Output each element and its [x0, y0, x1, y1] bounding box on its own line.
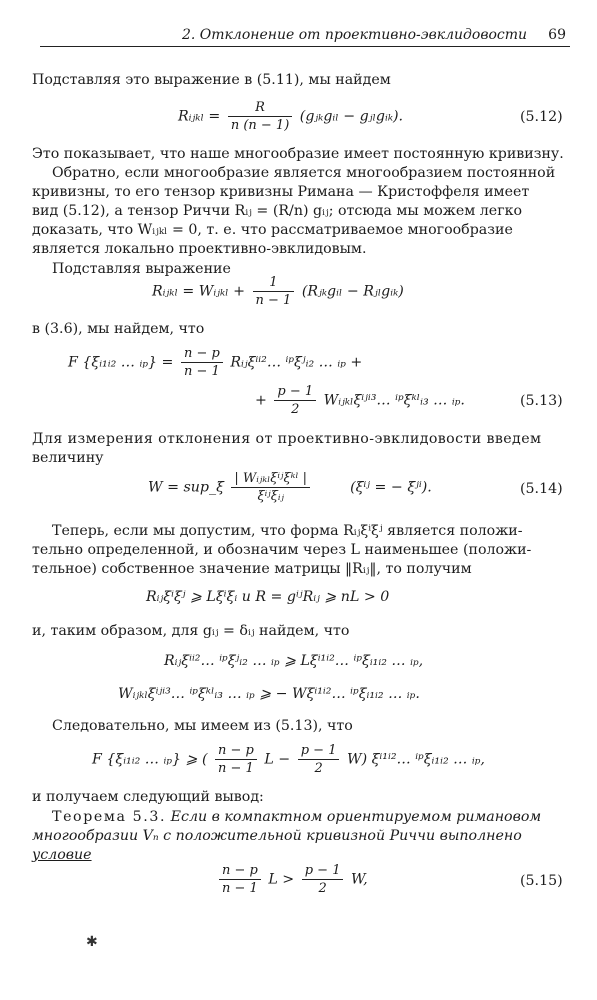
- frac-den: n − 1: [222, 881, 258, 896]
- paragraph-line: и получаем следующий вывод:: [32, 789, 264, 805]
- eq-lhs: Rᵢⱼₖₗ = Wᵢⱼₖₗ +: [152, 283, 246, 300]
- frac-den: 2: [318, 881, 327, 896]
- equation-number: (5.15): [520, 873, 563, 889]
- eq-rhs: W,: [350, 871, 368, 888]
- eq-rhs: (ξⁱʲ = − ξʲⁱ).: [350, 479, 432, 496]
- paragraph-line: Теперь, если мы допустим, что форма Rᵢⱼξⁱξʲ является положи-: [52, 523, 523, 539]
- frac-den: n − 1: [218, 761, 254, 776]
- page-number: 69: [548, 27, 566, 43]
- frac-den: n (n − 1): [230, 118, 290, 133]
- frac-den: 2: [291, 402, 300, 417]
- equation-5-14: [148, 470, 432, 505]
- frac-num: n − p: [181, 345, 223, 363]
- eq-fraction: [219, 862, 261, 897]
- frac-den: n − 1: [183, 364, 220, 379]
- frac-num: n − p: [219, 862, 261, 880]
- paragraph-line: и, таким образом, для gᵢⱼ = δᵢⱼ найдем, что: [32, 623, 350, 639]
- frac-num: p − 1: [274, 383, 316, 401]
- equation-weyl-bound: Wᵢⱼₖₗξⁱʲⁱ³… ⁱᵖξᵏˡᵢ₃ … ᵢₚ ⩾ − Wξⁱ¹ⁱ²… ⁱᵖξᵢ₁ᵢ₂ … ᵢₚ.: [118, 686, 420, 702]
- eq-fraction: [298, 742, 340, 777]
- equation-5-13-line1: [68, 345, 362, 380]
- paragraph-line: Обратно, если многообразие является многообразием постоянной: [52, 165, 556, 181]
- paragraph-line: Для измерения отклонения от проективно-эвклидовости введем: [32, 431, 542, 447]
- equation-ricci-inequality: Rᵢⱼξⁱξʲ ⩾ Lξⁱξᵢ и R = gⁱʲRᵢⱼ ⩾ nL > 0: [146, 589, 390, 605]
- eq-rhs: Rᵢⱼξⁱⁱ²… ⁱᵖξʲᵢ₂ … ᵢₚ +: [230, 354, 363, 371]
- equation-ricci-bound: Rᵢⱼξⁱⁱ²… ⁱᵖξʲᵢ₂ … ᵢₚ ⩾ Lξⁱ¹ⁱ²… ⁱᵖξᵢ₁ᵢ₂ … ᵢₚ,: [164, 653, 424, 669]
- eq-mid: L >: [268, 871, 295, 888]
- eq-rhs: (Rⱼₖgᵢₗ − Rⱼₗgᵢₖ): [301, 283, 404, 300]
- eq-fraction: [274, 383, 316, 418]
- frac-num: | Wᵢⱼₖₗξⁱʲξᵏˡ |: [231, 470, 310, 488]
- paragraph-line: тельно определенной, и обозначим через L наименьшее (положи-: [32, 542, 532, 558]
- equation-number: (5.13): [520, 393, 563, 409]
- eq-lhs: +: [255, 392, 267, 409]
- eq-rhs: Wᵢⱼₖₗξⁱʲⁱ³… ⁱᵖξᵏˡᵢ₃ … ᵢₚ.: [323, 392, 465, 409]
- frac-den: n − 1: [255, 293, 292, 308]
- theorem-line: [52, 808, 541, 826]
- frac-num: R: [228, 99, 292, 117]
- paragraph-line: является локально проективно-эвклидовым.: [32, 241, 367, 257]
- paragraph-line: в (3.6), мы найдем, что: [32, 321, 205, 337]
- paragraph-line: тельное) собственное значение матрицы ‖Rᵢⱼ‖, то получим: [32, 561, 472, 577]
- paragraph-line: величину: [32, 450, 104, 466]
- eq-fraction: [228, 99, 292, 134]
- frac-num: p − 1: [302, 862, 344, 880]
- theorem-line: многообразии Vₙ с положительной кривизной Риччи выполнено: [32, 828, 522, 844]
- running-title: 2. Отклонение от проективно-эвклидовости: [182, 27, 528, 43]
- paragraph-line: кривизны, то его тензор кривизны Римана — Кристоффеля имеет: [32, 184, 530, 200]
- paragraph-line: Следовательно, мы имеем из (5.13), что: [52, 718, 353, 734]
- eq-lhs: Rᵢⱼₖₗ =: [178, 108, 221, 125]
- equation-5-12: [178, 99, 403, 134]
- eq-fraction: [253, 274, 295, 309]
- paragraph-line: Подставляя это выражение в (5.11), мы найдем: [32, 72, 391, 88]
- frac-den: ξⁱʲξᵢⱼ: [257, 489, 284, 504]
- equation-number: (5.12): [520, 109, 563, 125]
- paragraph-line: доказать, что Wᵢⱼₖₗ = 0, т. е. что рассматриваемое многообразие: [32, 222, 513, 238]
- eq-lhs: F {ξᵢ₁ᵢ₂ … ᵢₚ} =: [68, 354, 174, 371]
- eq-lhs: W = sup_ξ: [148, 479, 224, 496]
- eq-rhs: W) ξⁱ¹ⁱ²… ⁱᵖξᵢ₁ᵢ₂ … ᵢₚ,: [346, 751, 485, 768]
- eq-fraction: [181, 345, 223, 380]
- paragraph-line: вид (5.12), а тензор Риччи Rᵢⱼ = (R/n) gᵢⱼ; отсюда мы можем легко: [32, 203, 523, 219]
- paragraph-line: Подставляя выражение: [52, 261, 231, 277]
- theorem-label: Теорема 5.3.: [52, 809, 167, 825]
- eq-fraction: [231, 470, 310, 505]
- equation-5-15: [216, 862, 368, 897]
- theorem-text: Если в компактном ориентируемом римановом: [170, 809, 542, 825]
- frac-den: 2: [314, 761, 323, 776]
- eq-rhs: (gⱼₖgᵢₗ − gⱼₗgᵢₖ).: [299, 108, 404, 125]
- eq-fraction: [215, 742, 257, 777]
- equation-5-13-line2: [255, 383, 465, 418]
- paragraph-line: Это показывает, что наше многообразие имеет постоянную кривизну.: [32, 146, 564, 162]
- equation-weyl-substitution: [152, 274, 404, 309]
- frac-num: n − p: [215, 742, 257, 760]
- eq-fraction: [302, 862, 344, 897]
- eq-mid: L −: [264, 751, 291, 768]
- equation-f-bound: [92, 742, 485, 777]
- equation-number: (5.14): [520, 481, 563, 497]
- frac-num: 1: [253, 274, 295, 292]
- ink-blot-icon: ✱: [86, 934, 98, 950]
- theorem-line: условие: [32, 847, 92, 863]
- eq-lhs: F {ξᵢ₁ᵢ₂ … ᵢₚ} ⩾ (: [92, 751, 208, 768]
- running-header: [40, 26, 570, 47]
- frac-num: p − 1: [298, 742, 340, 760]
